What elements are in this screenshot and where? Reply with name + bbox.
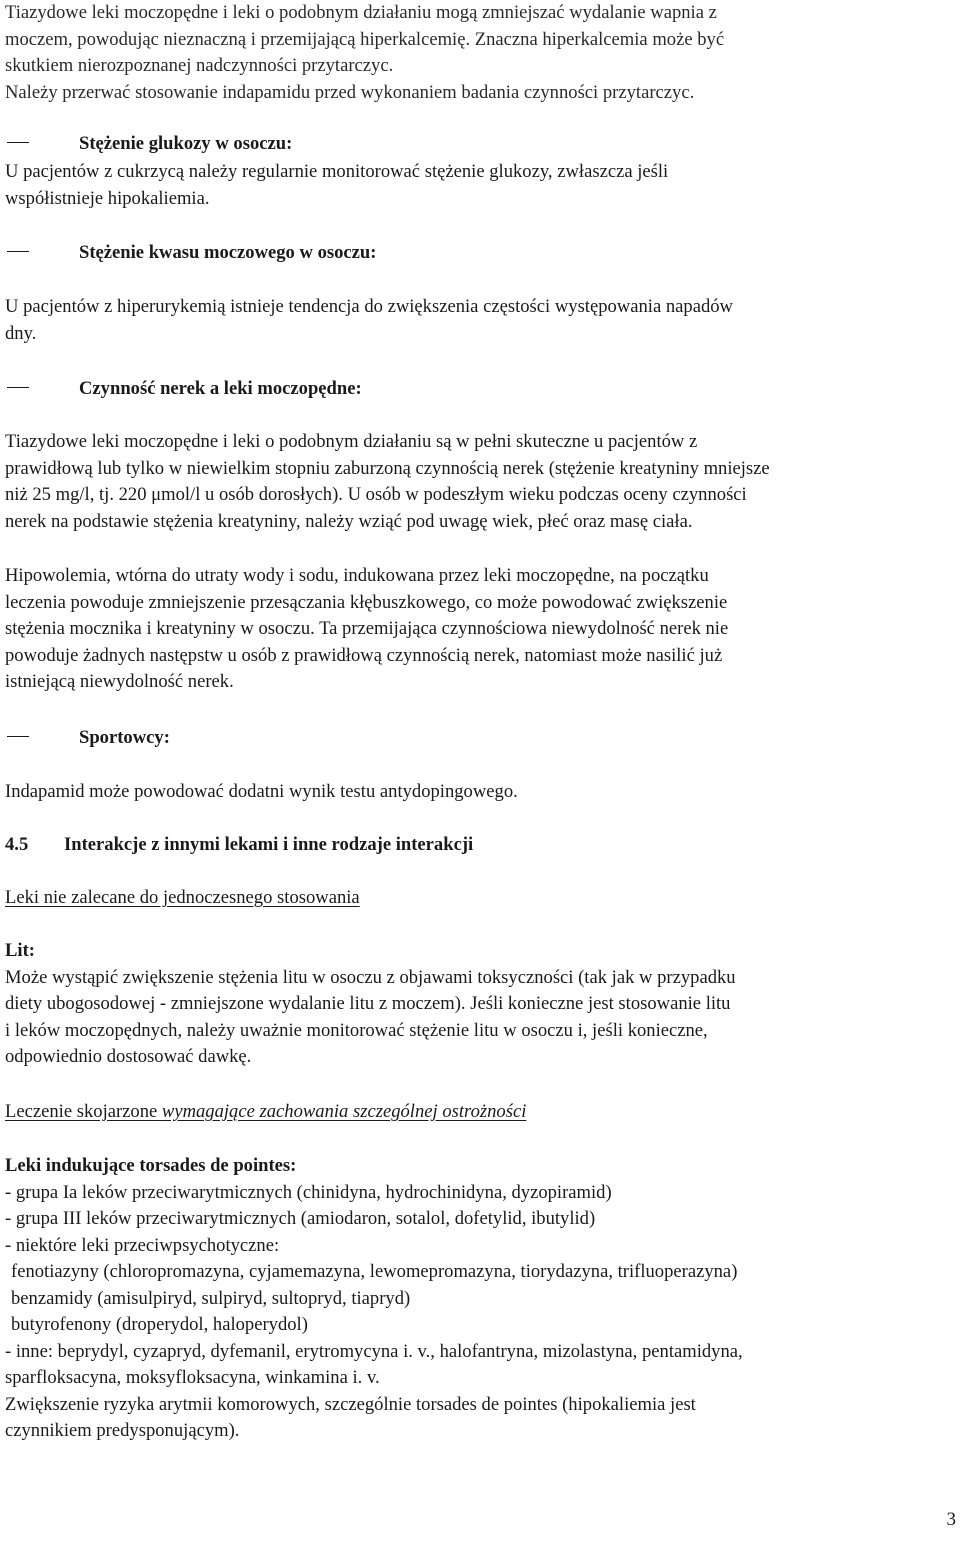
text-line: Może wystąpić zwiększenie stężenia litu w osoczu z objawami toksyczności (tak jak w przypadku (5, 966, 736, 988)
dash-bullet (7, 736, 29, 738)
athletes-heading (5, 725, 953, 752)
list-subitem: butyrofenony (droperydol, haloperydol) (11, 1314, 308, 1335)
heading-text: Sportowcy: (79, 727, 170, 748)
text-line: U pacjentów z hiperurykemią istnieje tendencja do zwiększenia częstości występowania napadów (5, 296, 733, 317)
page-number: 3 (946, 1509, 956, 1530)
list-item: - inne: beprydyl, cyzapryd, dyfemanil, erytromycyna i. v., halofantryna, mizolastyna, pentamidyna, (5, 1340, 743, 1362)
section-number: 4.5 (5, 834, 29, 855)
dash-bullet (7, 142, 29, 144)
subheading-text: Leki nie zalecane do jednoczesnego stosowania (5, 887, 360, 908)
kidney-heading (5, 376, 953, 403)
athletes-paragraph (5, 779, 953, 806)
text-line: Zwiększenie ryzyka arytmii komorowych, szczególnie torsades de pointes (hipokaliemia jest (5, 1393, 696, 1415)
text-line: Hipowolemia, wtórna do utraty wody i sodu, indukowana przez leki moczopędne, na początku (5, 565, 709, 586)
subheading-text: Leczenie skojarzone (5, 1101, 162, 1122)
section-heading (5, 832, 953, 859)
text-line: nerek na podstawie stężenia kreatyniny, należy wziąć pod uwagę wiek, płeć oraz masę ciała. (5, 510, 693, 532)
list-subitem: benzamidy (amisulpiryd, sulpiryd, sultopryd, tiapryd) (11, 1287, 411, 1309)
heading-text: Stężenie kwasu moczowego w osoczu: (79, 242, 377, 263)
list-subitem: fenotiazyny (chloropromazyna, cyjamemazyna, lewomepromazyna, tiorydazyna, trifluoperazyna) (11, 1261, 738, 1282)
heading-text: Stężenie glukozy w osoczu: (79, 133, 293, 154)
text-line: stężenia mocznika i kreatyniny w osoczu. Ta przemijająca czynnościowa niewydolność nerek nie (5, 618, 729, 639)
lithium-block (5, 938, 953, 1071)
uric-paragraph (5, 294, 953, 347)
text-line: Tiazydowe leki moczopędne i leki o podobnym działaniu są w pełni skuteczne u pacjentów z (5, 431, 698, 452)
text-line: istniejącą niewydolność nerek. (5, 671, 234, 692)
uric-heading (5, 240, 953, 267)
text-line: U pacjentów z cukrzycą należy regularnie monitorować stężenie glukozy, zwłaszcza jeśli (5, 161, 669, 182)
text-line: czynnikiem predysponującym). (5, 1420, 240, 1441)
caution-heading (5, 1099, 953, 1126)
text-line: odpowiednio dostosować dawkę. (5, 1046, 252, 1067)
text-line: współistnieje hipokaliemia. (5, 187, 210, 209)
kidney-paragraph-1 (5, 429, 953, 535)
torsades-block (5, 1153, 953, 1445)
text-line: skutkiem nierozpoznanej nadczynności przytarczyc. (5, 55, 394, 76)
text-line: diety ubogosodowej - zmniejszone wydalanie litu z moczem). Jeśli konieczne jest stosowanie litu (5, 993, 731, 1014)
glucose-paragraph (5, 159, 953, 212)
section-title: Interakcje z innymi lekami i inne rodzaje interakcji (64, 834, 474, 855)
kidney-paragraph-2 (5, 563, 953, 696)
lithium-label: Lit: (5, 940, 35, 961)
glucose-heading (5, 131, 953, 158)
intro-paragraph (5, 0, 953, 106)
text-line: Należy przerwać stosowanie indapamidu przed wykonaniem badania czynności przytarczyc. (5, 81, 695, 103)
text-line: Indapamid może powodować dodatni wynik testu antydopingowego. (5, 781, 518, 802)
not-recommended-heading (5, 885, 953, 912)
text-line: moczem, powodując nieznaczną i przemijającą hiperkalcemię. Znaczna hiperkalcemia może być (5, 28, 725, 50)
text-line: sparfloksacyna, moksyfloksacyna, winkamina i. v. (5, 1367, 380, 1388)
text-line: niż 25 mg/l, tj. 220 μmol/l u osób dorosłych). U osób w podeszłym wieku podczas oceny czynności (5, 484, 747, 505)
text-line: powoduje żadnych następstw u osób z prawidłową czynnością nerek, natomiast może nasilić już (5, 644, 723, 666)
text-line: dny. (5, 322, 37, 344)
text-line: Tiazydowe leki moczopędne i leki o podobnym działaniu mogą zmniejszać wydalanie wapnia z (5, 2, 717, 23)
torsades-label: Leki indukujące torsades de pointes: (5, 1155, 297, 1176)
list-item: - grupa Ia leków przeciwarytmicznych (chinidyna, hydrochinidyna, dyzopiramid) (5, 1181, 612, 1203)
list-item: - grupa III leków przeciwarytmicznych (amiodaron, sotalol, dofetylid, ibutylid) (5, 1208, 596, 1229)
heading-text: Czynność nerek a leki moczopędne: (79, 378, 362, 399)
dash-bullet (7, 251, 29, 253)
text-line: leczenia powoduje zmniejszenie przesączania kłębuszkowego, co może powodować zwiększenie (5, 591, 728, 613)
dash-bullet (7, 387, 29, 389)
text-line: prawidłową lub tylko w niewielkim stopniu zaburzoną czynnością nerek (stężenie kreatyniny mniejsze (5, 457, 770, 479)
list-item: - niektóre leki przeciwpsychotyczne: (5, 1234, 280, 1256)
subheading-text-italic: wymagające zachowania szczególnej ostrożności (161, 1101, 527, 1122)
text-line: i leków moczopędnych, należy uważnie monitorować stężenie litu w osoczu i, jeśli konieczne, (5, 1019, 708, 1041)
